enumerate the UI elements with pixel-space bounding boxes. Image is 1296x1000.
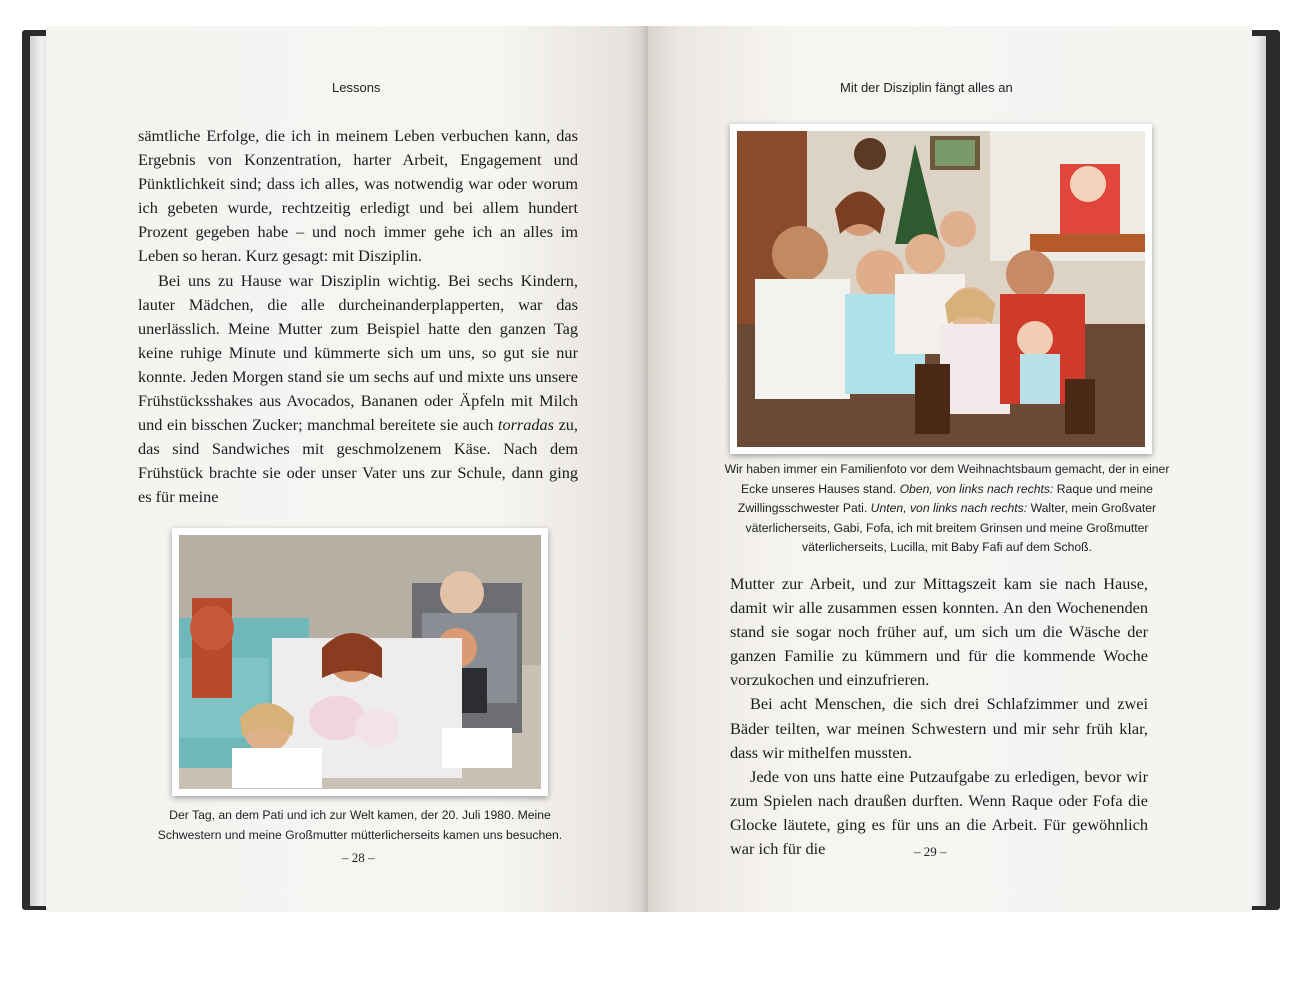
- italic-term: torradas: [497, 415, 555, 435]
- right-paragraph-1: Mutter zur Arbeit, und zur Mittagszeit kam sie nach Hause, damit wir alle zusammen essen konnten. An den Wochenenden stand sie sogar noch früher auf, um sich um die Wäsche der ganzen Familie zu kümmern und für die kommende Woche vorzukochen und einzufrieren.: [730, 574, 1148, 690]
- right-page-number: – 29 –: [914, 844, 947, 859]
- right-paragraph-3: Jede von uns hatte eine Putzaufgabe zu erledigen, bevor wir zum Spielen nach draußen durften. Wenn Raque oder Fofa die Glocke läutete, ging es für uns an die Arbeit. Für gewöhnlich war ich für die: [730, 766, 1148, 859]
- left-paragraph-2: Bei uns zu Hause war Disziplin wichtig. Bei sechs Kindern, lauter Mädchen, die alle durcheinanderplapperten, war das unerlässlich. Meine Mutter zum Beispiel hatte den ganzen Tag keine ruhige Minute und kümmerte sich um uns, so gut sie nur konnte. Jeden Morgen stand sie um sechs auf und mixte uns unsere Frühstücksshakes aus Avocados, Bananen oder Äpfeln mit Milch und ein bisschen Zucker; manchmal bereitete sie auch torradas zu, das sind Sandwiches mit geschmolzenem Käse. Nach dem Frühstück brachte sie oder unser Vater uns zur Schule, dann ging es für meine: [138, 270, 578, 507]
- left-caption-line-2: Schwestern und meine Großmutter mütterlicherseits kamen uns besuchen.: [157, 827, 563, 842]
- left-page-number: – 28 –: [342, 850, 375, 865]
- left-page: [46, 26, 648, 912]
- left-body-text: [138, 124, 578, 510]
- photo-family-christmas: [730, 124, 1152, 454]
- right-running-head: Mit der Disziplin fängt alles an: [840, 80, 1013, 95]
- right-photo-caption: Wir haben immer ein Familienfoto vor dem Weihnachtsbaum gemacht, der in einer Ecke unseres Hauses stand. Oben, von links nach rechts: Raque und meine Zwillingsschwester Pati. Unten, von links nach rechts: Walter, mein Großvater väterlicherseits, Gabi, Fofa, ich mit breitem Grinsen und meine Großmutter väterlicherseits, Lucilla, mit Baby Fafi auf dem Schoß.: [724, 462, 1170, 555]
- right-page: [648, 26, 1252, 912]
- left-caption-line-1: Der Tag, an dem Pati und ich zur Welt kamen, der 20. Juli 1980. Meine: [169, 808, 551, 822]
- left-paragraph-1: sämtliche Erfolge, die ich in meinem Leben verbuchen kann, das Ergebnis von Konzentration, harter Arbeit, Engagement und Pünktlichkeit sind; dass ich alles, was notwendig war oder worum ich gebeten wurde, rechtzeitig erledigt und bei allem hundert Prozent gegeben habe – und noch immer gehe ich an alles im Leben so heran. Kurz gesagt: mit Disziplin.: [138, 126, 578, 266]
- left-photo-caption: [140, 806, 580, 845]
- photo-newborn-twins: [172, 528, 548, 796]
- right-body-text: [730, 572, 1148, 861]
- left-running-head: Lessons: [332, 80, 381, 95]
- right-paragraph-2: Bei acht Menschen, die sich drei Schlafzimmer und zwei Bäder teilten, war meinen Schwestern und mir sehr früh klar, dass wir mithelfen mussten.: [730, 694, 1148, 762]
